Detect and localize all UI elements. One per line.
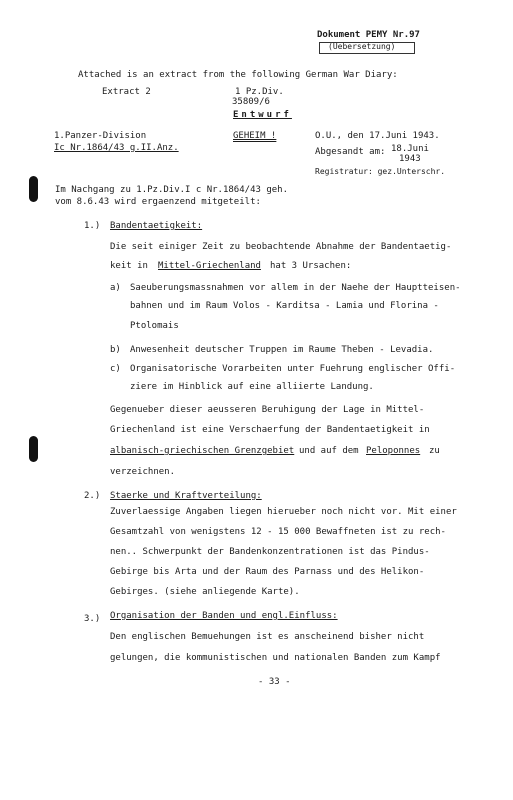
document-id: Dokument PEMY Nr.97 [317, 30, 420, 40]
paragraph-1-peloponnes: Peloponnes [366, 446, 421, 456]
item-b-marker: b) [110, 345, 121, 355]
section-2-line-5: Gebirges. (siehe anliegende Karte). [110, 587, 300, 597]
date-place: O.U., den 17.Juni 1943. [315, 131, 440, 141]
item-a-line-2: bahnen und im Raum Volos - Karditsa - Lamia und Florina - [130, 301, 439, 311]
section-1-region: Mittel-Griechenland [158, 261, 261, 271]
paragraph-1-line-2: Griechenland ist eine Verschaerfung der Bandentaetigkeit in [110, 425, 430, 435]
sent-date: 18.Juni [391, 144, 429, 154]
paragraph-1-border-region: albanisch-griechischen Grenzgebiet [110, 446, 295, 456]
section-3-number: 3.) [84, 614, 101, 624]
section-2-line-4: Gebirge bis Arta und der Raum des Parnass und des Helikon- [110, 567, 425, 577]
paragraph-1-line-3d: zu [429, 446, 440, 456]
page-number: - 33 - [258, 677, 291, 687]
paragraph-1-line-4: verzeichnen. [110, 467, 176, 477]
paragraph-1-line-3b: und auf dem [299, 446, 359, 456]
item-c-line-1: Organisatorische Vorarbeiten unter Fuehrung englischer Offi- [130, 364, 456, 374]
section-3-title: Organisation der Banden und engl.Einfluss: [110, 611, 338, 621]
division-name: 1.Panzer-Division [54, 131, 147, 141]
punch-hole-bottom [29, 436, 38, 462]
division-number: 35809/6 [232, 97, 270, 107]
section-1-line-2a: keit in [110, 261, 148, 271]
section-2-line-1: Zuverlaessige Angaben liegen hierueber noch nicht vor. Mit einer [110, 507, 457, 517]
draft-heading: Entwurf [233, 110, 292, 120]
section-2-title: Staerke und Kraftverteilung: [110, 491, 262, 501]
paragraph-1-line-1: Gegenueber dieser aeusseren Beruhigung der Lage in Mittel- [110, 405, 425, 415]
section-1-number: 1.) [84, 221, 101, 231]
item-c-marker: c) [110, 364, 121, 374]
division-code: 1 Pz.Div. [235, 87, 284, 97]
preface-line-1: Im Nachgang zu 1.Pz.Div.I c Nr.1864/43 geh. [55, 185, 288, 195]
section-2-line-2: Gesamtzahl von wenigstens 12 - 15 000 Bewaffneten ist zu rech- [110, 527, 446, 537]
intro-line: Attached is an extract from the following German War Diary: [78, 70, 398, 80]
secret-mark: GEHEIM ! [233, 131, 277, 141]
section-3-line-1: Den englischen Bemuehungen ist es anscheinend bisher nicht [110, 632, 425, 642]
sent-label: Abgesandt am: [315, 147, 386, 157]
section-3-line-2: gelungen, die kommunistischen und nationalen Banden zum Kampf [110, 653, 441, 663]
item-c-line-2: ziere im Hinblick auf eine alliierte Landung. [130, 382, 374, 392]
section-1-line-2c: hat 3 Ursachen: [270, 261, 352, 271]
sent-year: 1943 [399, 154, 421, 164]
section-2-number: 2.) [84, 491, 101, 501]
translation-note: (Uebersetzung) [328, 42, 396, 51]
extract-label: Extract 2 [102, 87, 151, 97]
item-a-line-1: Saeuberungsmassnahmen vor allem in der Naehe der Hauptteisen- [130, 283, 461, 293]
item-a-line-3: Ptolomais [130, 321, 179, 331]
reference-number: Ic Nr.1864/43 g.II.Anz. [54, 143, 179, 153]
section-1-line-1: Die seit einiger Zeit zu beobachtende Abnahme der Bandentaetig- [110, 242, 452, 252]
preface-line-2: vom 8.6.43 wird ergaenzend mitgeteilt: [55, 197, 261, 207]
section-2-line-3: nen.. Schwerpunkt der Bandenkonzentrationen ist das Pindus- [110, 547, 430, 557]
punch-hole-top [29, 176, 38, 202]
item-a-marker: a) [110, 283, 121, 293]
section-1-title: Bandentaetigkeit: [110, 221, 203, 231]
item-b-line-1: Anwesenheit deutscher Truppen im Raume Theben - Levadia. [130, 345, 434, 355]
registry-note: Registratur: gez.Unterschr. [315, 167, 446, 176]
